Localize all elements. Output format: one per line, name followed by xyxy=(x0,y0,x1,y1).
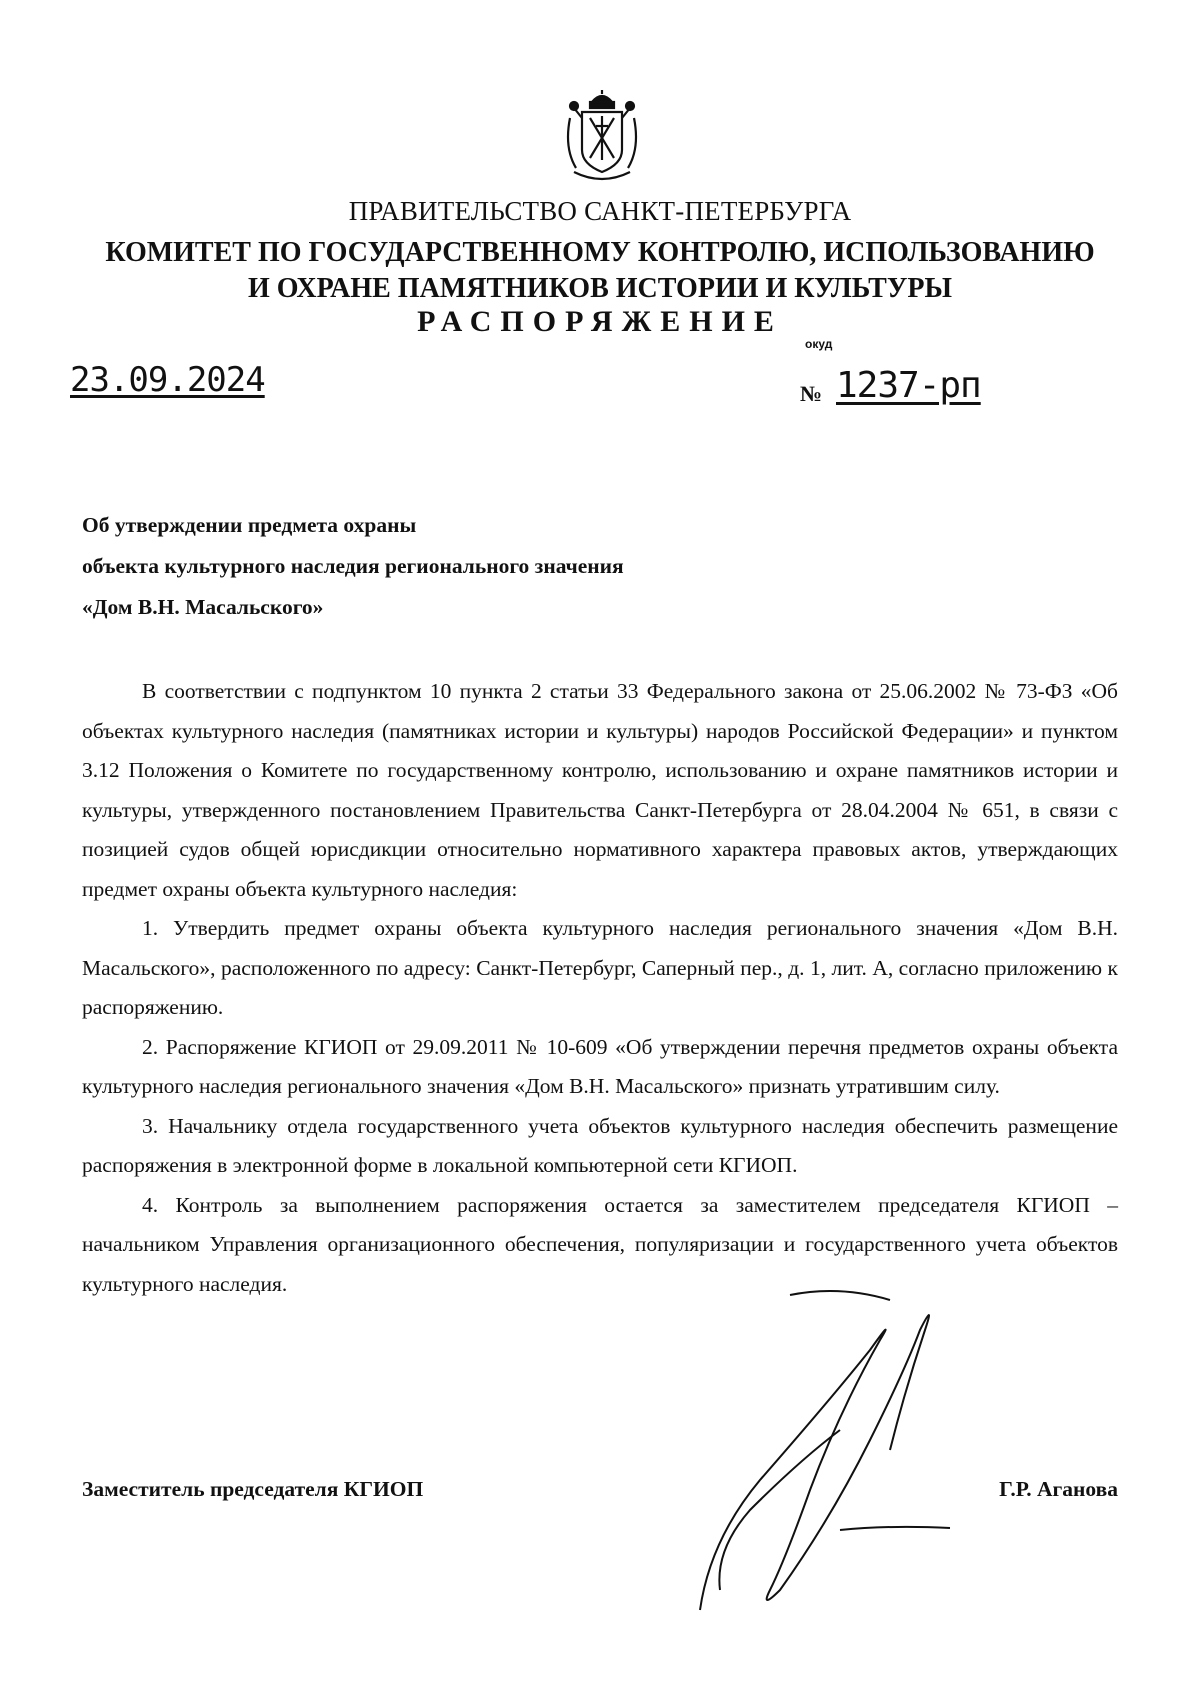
subject-line-3: «Дом В.Н. Масальского» xyxy=(82,595,324,619)
document-body xyxy=(82,672,1118,1304)
handwritten-signature-icon xyxy=(690,1290,990,1620)
number-sign: № xyxy=(800,381,823,406)
item-4-paragraph: 4. Контроль за выполнением распоряжения остается за заместителем председателя КГИОП – начальником Управления организационного обеспечения, популяризации и государственного учета объектов культурного наследия. xyxy=(82,1192,1118,1296)
okud-label: окуд xyxy=(805,337,833,351)
item-3-paragraph: 3. Начальнику отдела государственного учета объектов культурного наследия обеспечить размещение распоряжения в электронной форме в локальной компьютерной сети КГИОП. xyxy=(82,1113,1118,1177)
signatory-title: Заместитель председателя КГИОП xyxy=(82,1477,424,1501)
document-number: 1237-рп xyxy=(836,365,981,406)
item-2-paragraph: 2. Распоряжение КГИОП от 29.09.2011 № 10-609 «Об утверждении перечня предметов охраны объекта культурного наследия регионального значения «Дом В.Н. Масальского» признать утратившим силу. xyxy=(82,1034,1118,1098)
subject-line-2: объекта культурного наследия регионального значения xyxy=(82,554,624,578)
committee-line-2: И ОХРАНЕ ПАМЯТНИКОВ ИСТОРИИ И КУЛЬТУРЫ xyxy=(248,273,952,304)
document-type: РАСПОРЯЖЕНИЕ xyxy=(417,305,783,338)
subject-line-1: Об утверждении предмета охраны xyxy=(82,513,417,537)
signatory-name: Г.Р. Аганова xyxy=(999,1477,1118,1501)
government-name: ПРАВИТЕЛЬСТВО САНКТ-ПЕТЕРБУРГА xyxy=(348,196,852,226)
document-subject xyxy=(82,505,624,628)
committee-name xyxy=(0,235,1200,307)
document-date: 23.09.2024 xyxy=(70,360,265,400)
coat-of-arms-icon xyxy=(552,88,652,188)
preamble-paragraph: В соответствии с подпунктом 10 пункта 2 статьи 33 Федерального закона от 25.06.2002 № 73-ФЗ «Об объектах культурного наследия (памятниках истории и культуры) народов Российской Федерации» и пунктом 3.12 Положения о Комитете по государственному контролю, использованию и охране памятников истории и культуры, утвержденного постановлением Правительства Санкт-Петербурга от 28.04.2004 № 651, в связи с позицией судов общей юрисдикции относительно нормативного характера правовых актов, утверждающих предмет охраны объекта культурного наследия: xyxy=(82,679,1118,901)
committee-line-1: КОМИТЕТ ПО ГОСУДАРСТВЕННОМУ КОНТРОЛЮ, ИСПОЛЬЗОВАНИЮ xyxy=(105,237,1095,268)
item-1-paragraph: 1. Утвердить предмет охраны объекта культурного наследия регионального значения «Дом В.Н. Масальского», расположенного по адресу: Санкт-Петербург, Саперный пер., д. 1, лит. А, согласно приложению к распоряжению. xyxy=(82,916,1118,1019)
